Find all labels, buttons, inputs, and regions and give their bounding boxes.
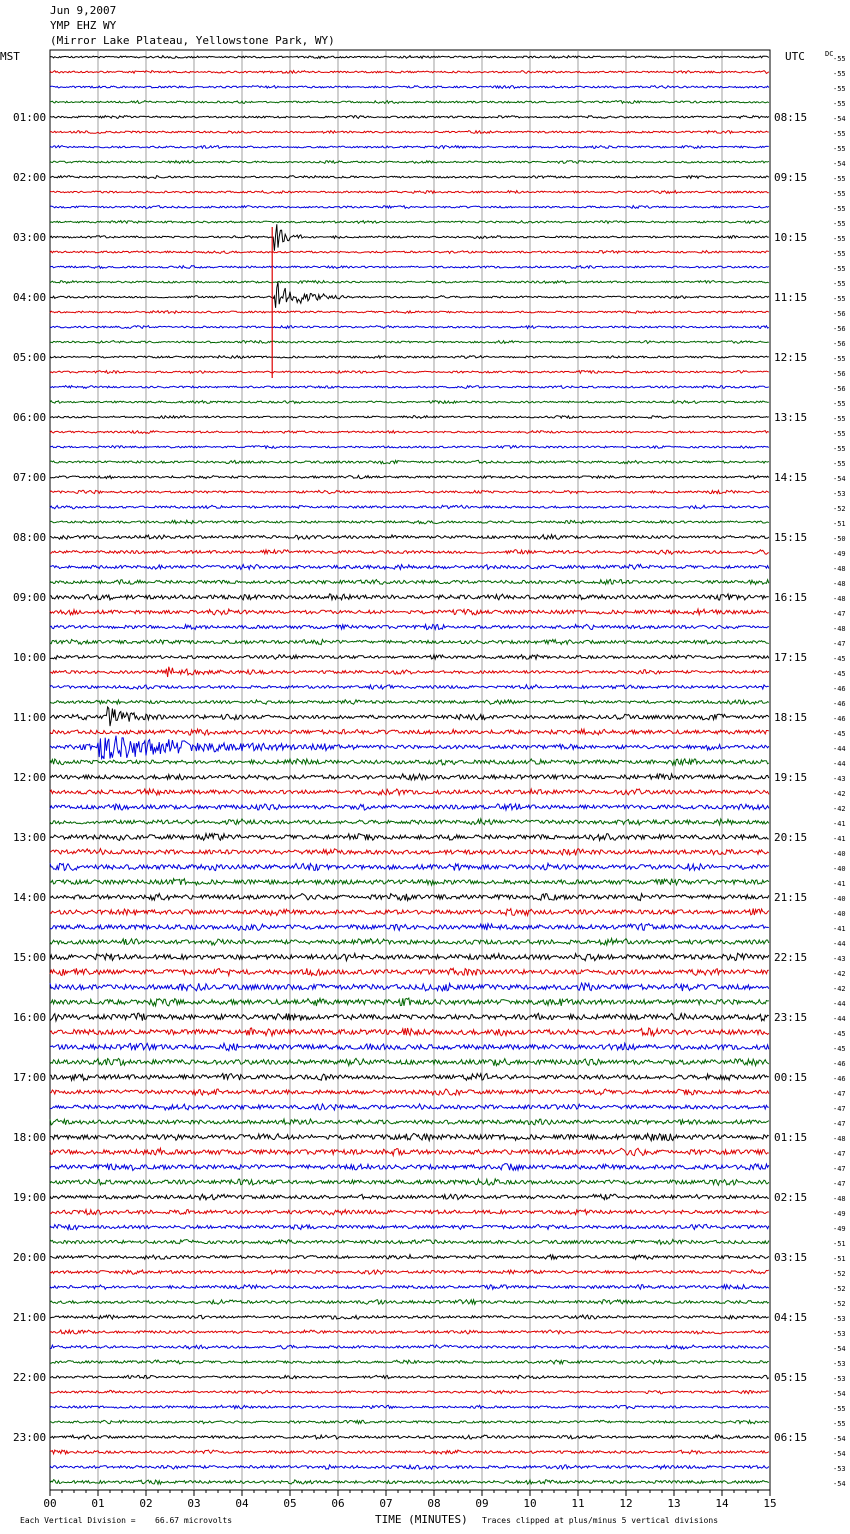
dc-offset-label: -56 (833, 385, 846, 393)
dc-offset-label: -41 (833, 925, 846, 933)
dc-offset-label: -47 (833, 1150, 846, 1158)
dc-offset-label: -55 (833, 280, 846, 288)
trace-row (50, 535, 769, 540)
left-hour-label: 21:00 (13, 1311, 47, 1324)
x-tick-label: 13 (667, 1497, 681, 1510)
trace-row (50, 579, 769, 584)
x-tick-label: 00 (43, 1497, 57, 1510)
trace-row (50, 341, 769, 344)
left-hour-label: 23:00 (13, 1431, 47, 1444)
right-hour-label: 16:15 (774, 591, 808, 604)
dc-offset-label: -55 (833, 175, 846, 183)
trace-row (50, 1465, 769, 1469)
right-hour-label: 12:15 (774, 351, 808, 364)
right-hour-label: 01:15 (774, 1131, 808, 1144)
right-hour-label: 15:15 (774, 531, 808, 544)
trace-row (50, 759, 769, 765)
trace-row (50, 998, 769, 1006)
trace-row (50, 1375, 769, 1378)
x-tick-label: 08 (427, 1497, 441, 1510)
left-hour-label: 09:00 (13, 591, 47, 604)
dc-offset-label: -55 (833, 265, 846, 273)
left-hour-label: 01:00 (13, 111, 47, 124)
trace-row (50, 475, 769, 478)
trace-row (50, 146, 769, 149)
trace-row (50, 224, 769, 250)
trace-row (50, 804, 769, 810)
trace-row (50, 1240, 769, 1245)
trace-row (50, 624, 769, 629)
trace-row (50, 1270, 769, 1274)
trace-row (50, 685, 769, 690)
dc-offset-label: -54 (833, 1390, 846, 1398)
trace-row (50, 520, 769, 523)
dc-offset-label: -43 (833, 775, 846, 783)
left-hour-label: 08:00 (13, 531, 47, 544)
trace-row (50, 924, 769, 931)
trace-row (50, 849, 769, 856)
dc-offset-label: -55 (833, 145, 846, 153)
right-hour-label: 10:15 (774, 231, 808, 244)
trace-row (50, 401, 769, 404)
trace-row (50, 1450, 769, 1454)
dc-offset-label: -54 (833, 1480, 846, 1488)
dc-offset-label: -44 (833, 760, 846, 768)
dc-offset-label: -47 (833, 1180, 846, 1188)
x-tick-label: 12 (619, 1497, 633, 1510)
dc-offset-label: -45 (833, 730, 846, 738)
right-hour-label: 21:15 (774, 891, 808, 904)
right-hour-label: 06:15 (774, 1431, 808, 1444)
trace-row (50, 609, 769, 615)
right-hour-label: 08:15 (774, 111, 808, 124)
dc-offset-label: -52 (833, 1300, 846, 1308)
trace-row (50, 191, 769, 194)
dc-offset-label: -47 (833, 1165, 846, 1173)
dc-offset-label: -42 (833, 985, 846, 993)
trace-row (50, 251, 769, 254)
right-hour-label: 14:15 (774, 471, 808, 484)
left-hour-label: 12:00 (13, 771, 47, 784)
date-label: Jun 9,2007 (50, 4, 117, 17)
dc-offset-label: -55 (833, 400, 846, 408)
trace-row (50, 1119, 769, 1125)
dc-offset-label: -54 (833, 1450, 846, 1458)
trace-row (50, 707, 769, 726)
dc-offset-label: -53 (833, 490, 846, 498)
trace-row (50, 1405, 769, 1408)
dc-offset-label: -46 (833, 700, 846, 708)
trace-row (50, 86, 769, 89)
trace-row (50, 1300, 769, 1305)
trace-row (50, 446, 769, 449)
dc-offset-label: -48 (833, 595, 846, 603)
dc-offset-label: -42 (833, 970, 846, 978)
x-tick-label: 15 (763, 1497, 777, 1510)
trace-row (50, 1255, 769, 1260)
dc-offset-label: -49 (833, 1210, 846, 1218)
dc-offset-label: -40 (833, 865, 846, 873)
trace-row (50, 819, 769, 825)
trace-row (50, 909, 769, 916)
trace-row (50, 326, 769, 329)
trace-row (50, 879, 769, 886)
dc-offset-label: -46 (833, 1060, 846, 1068)
left-hour-label: 10:00 (13, 651, 47, 664)
x-tick-label: 03 (187, 1497, 201, 1510)
trace-row (50, 983, 769, 991)
left-hour-label: 06:00 (13, 411, 47, 424)
dc-offset-label: -47 (833, 640, 846, 648)
trace-row (50, 834, 769, 841)
dc-offset-label: -55 (833, 295, 846, 303)
trace-row (50, 729, 769, 735)
trace-row (50, 1224, 769, 1229)
dc-offset-label: -56 (833, 340, 846, 348)
trace-row (50, 953, 769, 960)
clip-note: Traces clipped at plus/minus 5 vertical divisions (482, 1516, 719, 1525)
right-hour-label: 05:15 (774, 1371, 808, 1384)
trace-row (50, 1360, 769, 1364)
station-label: YMP EHZ WY (50, 19, 117, 32)
location-label: (Mirror Lake Plateau, Yellowstone Park, WY) (50, 34, 335, 47)
dc-offset-label: -44 (833, 1000, 846, 1008)
dc-offset-label: -48 (833, 565, 846, 573)
dc-offset-label: -54 (833, 475, 846, 483)
trace-row (50, 281, 769, 284)
trace-row (50, 311, 769, 314)
trace-row (50, 968, 769, 975)
dc-offset-label: -41 (833, 880, 846, 888)
trace-row (50, 56, 769, 59)
trace-row (50, 490, 769, 493)
dc-offset-label: -47 (833, 1090, 846, 1098)
right-hour-label: 23:15 (774, 1011, 808, 1024)
trace-row (50, 1058, 769, 1065)
dc-offset-label: -45 (833, 1030, 846, 1038)
trace-row (50, 1435, 769, 1439)
x-tick-label: 05 (283, 1497, 297, 1510)
trace-row (50, 1480, 769, 1485)
left-hour-label: 20:00 (13, 1251, 47, 1264)
dc-offset-label: -48 (833, 580, 846, 588)
left-hour-label: 18:00 (13, 1131, 47, 1144)
trace-row (50, 667, 769, 677)
dc-offset-label: -54 (833, 1345, 846, 1353)
trace-row (50, 1089, 769, 1095)
dc-offset-label: -41 (833, 835, 846, 843)
x-axis-label: TIME (MINUTES) (375, 1513, 468, 1526)
dc-offset-label: -44 (833, 940, 846, 948)
right-hour-label: 02:15 (774, 1191, 808, 1204)
dc-offset-label: -55 (833, 460, 846, 468)
dc-offset-label: -45 (833, 670, 846, 678)
dc-offset-label: -40 (833, 895, 846, 903)
x-tick-label: 11 (571, 1497, 585, 1510)
dc-offset-label: -56 (833, 370, 846, 378)
left-hour-label: 02:00 (13, 171, 47, 184)
dc-offset-label: -53 (833, 1330, 846, 1338)
dc-offset-label: -41 (833, 820, 846, 828)
trace-row (50, 774, 769, 780)
left-hour-label: 04:00 (13, 291, 47, 304)
x-tick-label: 04 (235, 1497, 249, 1510)
trace-row (50, 371, 769, 374)
dc-offset-label: -49 (833, 1225, 846, 1233)
dc-offset-label: -43 (833, 955, 846, 963)
dc-offset-label: -53 (833, 1315, 846, 1323)
trace-row (50, 1074, 769, 1081)
dc-offset-label: -46 (833, 715, 846, 723)
trace-row (50, 1164, 769, 1171)
trace-row (50, 1330, 769, 1334)
trace-row (50, 1179, 769, 1185)
dc-offset-label: -46 (833, 685, 846, 693)
trace-row (50, 416, 769, 419)
left-hour-label: 11:00 (13, 711, 47, 724)
trace-row (50, 460, 769, 463)
left-hour-label: 13:00 (13, 831, 47, 844)
dc-offset-label: -53 (833, 1360, 846, 1368)
trace-row (50, 1315, 769, 1319)
left-hour-label: 17:00 (13, 1071, 47, 1084)
dc-offset-label: -50 (833, 535, 846, 543)
dc-offset-label: -54 (833, 1435, 846, 1443)
dc-offset-label: -44 (833, 745, 846, 753)
trace-row (50, 1420, 769, 1423)
trace-row (50, 386, 769, 389)
trace-row (50, 505, 769, 508)
x-tick-label: 06 (331, 1497, 345, 1510)
scale-value: 66.67 microvolts (155, 1516, 233, 1525)
trace-row (50, 1013, 769, 1021)
trace-row (50, 1028, 769, 1036)
dc-offset-label: -54 (833, 115, 846, 123)
trace-row (50, 594, 769, 600)
dc-offset-label: -55 (833, 220, 846, 228)
trace-row (50, 1285, 769, 1290)
trace-row (50, 116, 769, 119)
left-hour-label: 22:00 (13, 1371, 47, 1384)
right-hour-label: 17:15 (774, 651, 808, 664)
dc-offset-label: -51 (833, 1240, 846, 1248)
left-hour-label: 15:00 (13, 951, 47, 964)
dc-offset-label: -56 (833, 325, 846, 333)
x-tick-label: 07 (379, 1497, 393, 1510)
dc-offset-label: -55 (833, 355, 846, 363)
dc-offset-label: -45 (833, 1045, 846, 1053)
dc-offset-label: -46 (833, 1075, 846, 1083)
trace-row (50, 1345, 769, 1349)
dc-offset-label: -51 (833, 1255, 846, 1263)
dc-offset-label: -40 (833, 910, 846, 918)
trace-row (50, 789, 769, 795)
dc-offset-label: -47 (833, 1105, 846, 1113)
trace-row (50, 550, 769, 555)
right-hour-label: 22:15 (774, 951, 808, 964)
dc-offset-label: -55 (833, 1420, 846, 1428)
trace-row (50, 1210, 769, 1215)
left-hour-label: 05:00 (13, 351, 47, 364)
dc-offset-label: -55 (833, 100, 846, 108)
trace-row (50, 161, 769, 164)
dc-offset-label: -55 (833, 445, 846, 453)
dc-offset-label: -55 (833, 85, 846, 93)
trace-row (50, 1134, 769, 1141)
right-hour-label: 11:15 (774, 291, 808, 304)
dc-offset-label: -52 (833, 1270, 846, 1278)
dc-offset-label: -47 (833, 610, 846, 618)
dc-offset-label: -42 (833, 790, 846, 798)
right-hour-label: 09:15 (774, 171, 808, 184)
right-hour-label: 19:15 (774, 771, 808, 784)
left-hour-label: 16:00 (13, 1011, 47, 1024)
right-hour-label: 13:15 (774, 411, 808, 424)
trace-row (50, 700, 769, 705)
right-hour-label: 03:15 (774, 1251, 808, 1264)
dc-offset-label: -53 (833, 1465, 846, 1473)
dc-offset-label: -54 (833, 160, 846, 168)
dc-offset-label: -44 (833, 1015, 846, 1023)
dc-offset-label: -53 (833, 1375, 846, 1383)
trace-row (50, 1043, 769, 1050)
dc-offset-label: -56 (833, 310, 846, 318)
dc-offset-label: -45 (833, 655, 846, 663)
x-tick-label: 09 (475, 1497, 489, 1510)
trace-row (50, 101, 769, 104)
left-hour-label: 03:00 (13, 231, 47, 244)
dc-offset-label: -55 (833, 250, 846, 258)
dc-offset-label: -42 (833, 805, 846, 813)
dc-offset-label: -55 (833, 55, 846, 63)
left-hour-label: 14:00 (13, 891, 47, 904)
trace-row (50, 221, 769, 224)
dc-offset-label: -48 (833, 1195, 846, 1203)
dc-offset-label: -55 (833, 130, 846, 138)
trace-row (50, 1104, 769, 1110)
left-hour-label: 07:00 (13, 471, 47, 484)
trace-row (50, 266, 769, 269)
right-timezone-label: UTC (785, 50, 805, 63)
trace-row (50, 564, 769, 569)
right-hour-label: 00:15 (774, 1071, 808, 1084)
trace-row (50, 894, 769, 901)
trace-row (50, 131, 769, 134)
dc-offset-label: -55 (833, 235, 846, 243)
dc-offset-label: -40 (833, 850, 846, 858)
dc-offset-label: -52 (833, 1285, 846, 1293)
trace-row (50, 863, 769, 870)
dc-offset-label: -55 (833, 415, 846, 423)
dc-offset-label: -49 (833, 550, 846, 558)
dc-offset-label: -55 (833, 70, 846, 78)
trace-row (50, 356, 769, 359)
trace-row (50, 176, 769, 179)
dc-offset-label: -55 (833, 430, 846, 438)
dc-offset-label: -52 (833, 505, 846, 513)
right-hour-label: 04:15 (774, 1311, 808, 1324)
trace-row (50, 431, 769, 434)
scale-note: Each Vertical Division = (20, 1516, 136, 1525)
trace-row (50, 1390, 769, 1393)
dc-offset-label: -48 (833, 625, 846, 633)
dc-header-label: DC (825, 50, 834, 58)
trace-row (50, 939, 769, 946)
trace-row (50, 206, 769, 209)
left-hour-label: 19:00 (13, 1191, 47, 1204)
trace-row (50, 1194, 769, 1200)
trace-row (50, 71, 769, 74)
dc-offset-label: -47 (833, 1120, 846, 1128)
dc-offset-label: -55 (833, 205, 846, 213)
x-tick-label: 02 (139, 1497, 153, 1510)
dc-offset-label: -51 (833, 520, 846, 528)
dc-offset-label: -55 (833, 1405, 846, 1413)
trace-row (50, 655, 769, 660)
left-timezone-label: MST (0, 50, 20, 63)
trace-row (50, 736, 769, 759)
right-hour-label: 20:15 (774, 831, 808, 844)
x-tick-label: 01 (91, 1497, 105, 1510)
right-hour-label: 18:15 (774, 711, 808, 724)
trace-row (50, 640, 769, 645)
x-tick-label: 10 (523, 1497, 537, 1510)
trace-row (50, 282, 769, 308)
x-tick-label: 14 (715, 1497, 729, 1510)
dc-offset-label: -55 (833, 190, 846, 198)
trace-row (50, 1148, 769, 1155)
dc-offset-label: -48 (833, 1135, 846, 1143)
